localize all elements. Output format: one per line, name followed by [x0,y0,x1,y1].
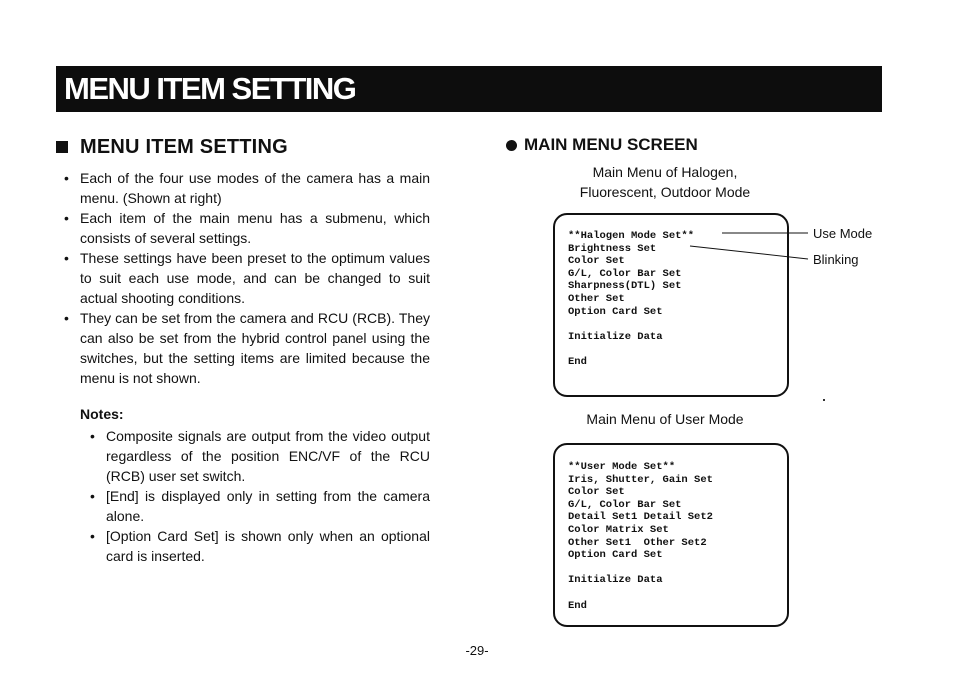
bullet-dot-icon: • [64,250,69,266]
menu-line: Iris, Shutter, Gain Set [568,473,713,486]
menu-screen-user [553,443,789,627]
menu-line [568,562,713,575]
menu-line: **Halogen Mode Set** [568,230,695,242]
menu-line: G/L, Color Bar Set [568,267,682,280]
menu-line: Brightness Set [568,242,657,255]
callout-blinking: Blinking [813,252,859,267]
menu-line: Option Card Set [568,549,663,562]
menu-line: Sharpness(DTL) Set [568,280,682,293]
menu-line: End [568,355,587,368]
menu-line: Initialize Data [568,574,663,587]
section-title: MENU ITEM SETTING [80,135,288,158]
list-item: • They can be set from the camera and RCU (RCB). They can also be set from the hybrid control panel using the switches, but the setting items are limited because the menu is not shown. [64,310,430,386]
menu-line: Other Set1 Other Set2 [568,536,707,549]
caption-user-menu: Main Menu of User Mode [586,411,744,427]
menu-line: Initialize Data [568,330,663,343]
bullet-dot-icon: • [90,488,95,504]
list-item: • Each of the four use modes of the camera has a main menu. (Shown at right) [64,170,430,206]
menu-line: Color Set [568,486,625,499]
menu-line [568,587,713,600]
menu-line: Option Card Set [568,305,663,318]
blinking-leader [690,246,808,259]
menu-line: Color Matrix Set [568,523,669,536]
banner-title: MENU ITEM SETTING [64,71,356,106]
note-item: • [End] is displayed only in setting from the camera alone. [90,488,430,524]
menu-line: Color Set [568,255,625,268]
menu-line: Other Set [568,292,625,305]
menu-line: **User Mode Set** [568,461,676,473]
main-menu-title: MAIN MENU SCREEN [524,135,698,154]
list-item: • These settings have been preset to the optimum values to suit each use mode, and can be changed to suit actual shooting conditions. [64,250,430,306]
menu-line: G/L, Color Bar Set [568,498,682,511]
list-item: • Each item of the main menu has a submenu, which consists of several settings. [64,210,430,246]
menu-line: End [568,599,587,612]
bullet-dot-icon: • [64,210,69,226]
menu-line: Detail Set1 Detail Set2 [568,511,713,524]
callout-use-mode: Use Mode [813,226,873,241]
notes-title: Notes: [80,406,124,422]
bullet-dot-icon: • [64,310,69,326]
bullet-dot-icon: • [90,428,95,444]
note-item: • [Option Card Set] is shown only when an optional card is inserted. [90,528,430,564]
print-speck [823,399,825,401]
caption-halogen-menu: Main Menu of Halogen, Fluorescent, Outdoor Mode [579,164,751,200]
bullet-dot-icon: • [64,170,69,186]
menu-list-user [568,461,713,612]
bullet-dot-icon: • [90,528,95,544]
note-item: • Composite signals are output from the video output regardless of the position ENC/VF of the RCU (RCB) user set switch. [90,428,430,484]
page-number: -29- [465,643,489,658]
